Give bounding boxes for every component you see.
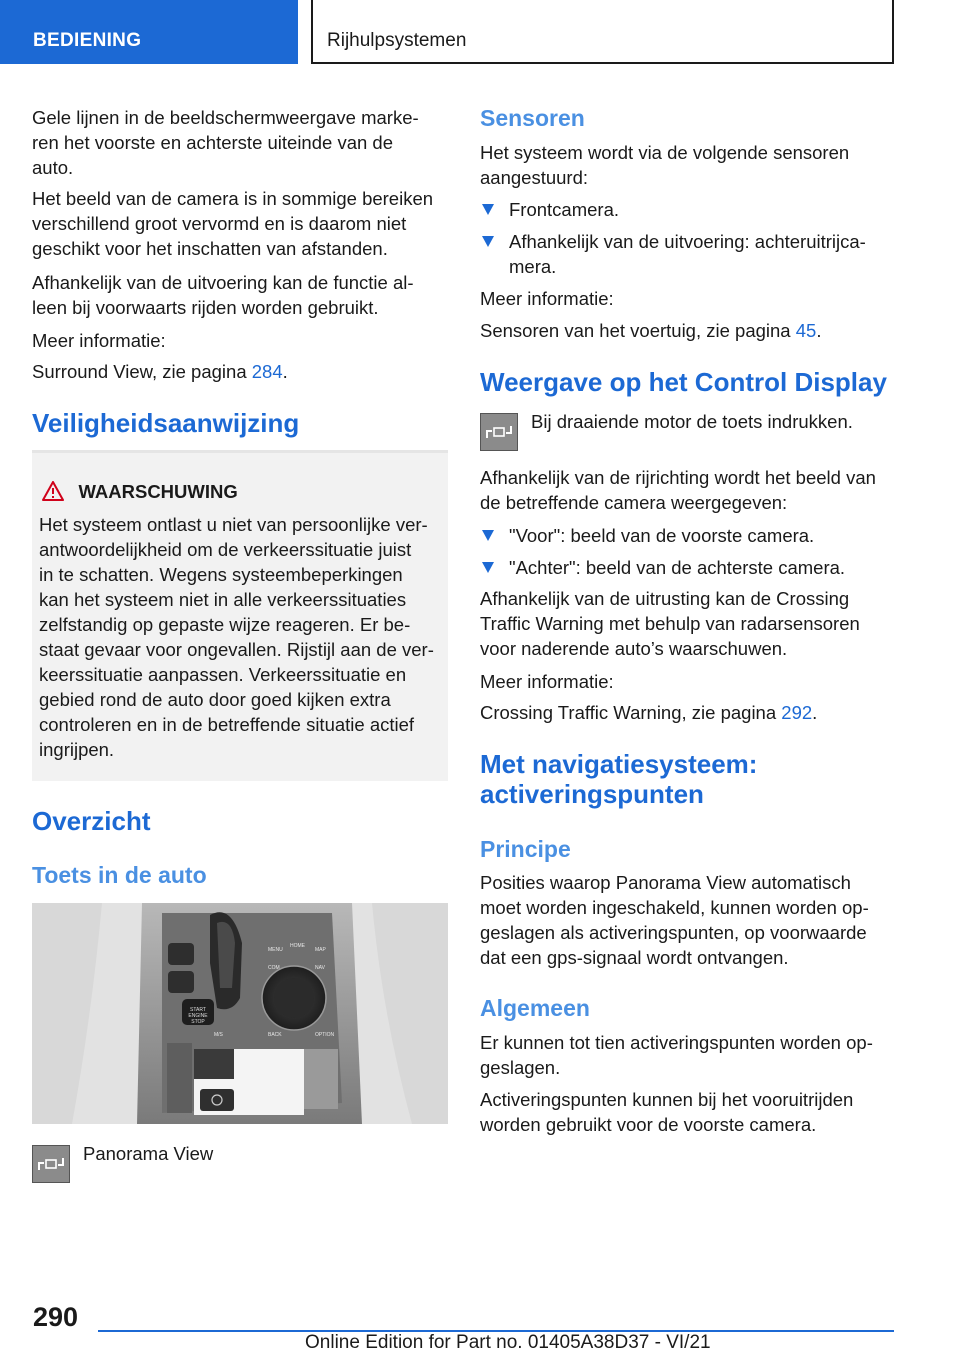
heading-principle: Principe — [480, 836, 571, 862]
engine-label: ENGINE — [188, 1013, 208, 1019]
press-instruction: Bij draaiende motor de toets indrukken. — [531, 411, 853, 432]
list-item-text: "Achter": beeld van de achterste camera. — [509, 557, 846, 578]
menu-label: MENU — [268, 947, 283, 953]
heading-navigation: Met navigatiesysteem: activeringspunten — [480, 749, 758, 809]
page-link-284[interactable]: 284 — [251, 361, 283, 382]
heading-control-display: Weergave op het Control Display — [480, 367, 887, 397]
bullet-triangle-icon — [482, 236, 494, 247]
warning-header — [42, 481, 238, 503]
page-link-292[interactable]: 292 — [781, 702, 813, 723]
heading-general: Algemeen — [480, 995, 590, 1021]
camera-view-icon — [481, 414, 517, 450]
center-console-illustration — [32, 903, 448, 1124]
heading-safety: Veiligheidsaanwijzing — [32, 408, 300, 438]
home-label: HOME — [290, 943, 305, 949]
more-info-label: Meer informatie: — [480, 671, 614, 692]
map-label: MAP — [315, 947, 326, 953]
start-label: START — [190, 1007, 206, 1013]
option-label: OPTION — [315, 1032, 335, 1038]
paragraph: Gele lijnen in de beeldschermweergave marke- ren het voorste en achterste uiteinde van de auto. — [32, 107, 419, 178]
bullet-triangle-icon — [482, 204, 494, 215]
paragraph: Afhankelijk van de uitrusting kan de Crossing Traffic Warning met behulp van radarsensoren voor naderende auto’s waarschuwen. — [480, 588, 860, 659]
chapter-header — [311, 0, 894, 64]
bullet-triangle-icon — [482, 530, 494, 541]
paragraph: Afhankelijk van de rijrichting wordt het beeld van de betreffende camera weergegeven: — [480, 467, 876, 513]
section-label: BEDIENING — [33, 30, 142, 51]
com-label: COM — [268, 965, 280, 971]
page-reference: Surround View, zie pagina 284. — [32, 361, 288, 382]
edition-label: Online Edition for Part no. 01405A38D37 - VI/21 — [305, 1332, 711, 1353]
back-label: BACK — [268, 1032, 282, 1038]
page-reference: Crossing Traffic Warning, zie pagina 292. — [480, 702, 818, 723]
list-item-text: "Voor": beeld van de voorste camera. — [509, 525, 815, 546]
warning-title: WAARSCHUWING — [78, 481, 238, 502]
heading-button-in-car: Toets in de auto — [32, 862, 207, 888]
more-info-label: Meer informatie: — [32, 330, 166, 351]
panorama-view-label: Panorama View — [83, 1143, 214, 1164]
warning-triangle-icon — [42, 481, 64, 501]
paragraph: Afhankelijk van de uitvoering kan de functie al- leen bij voorwaarts rijden worden gebruikt. — [32, 272, 414, 318]
section-tab[interactable] — [0, 0, 298, 64]
nav-label: NAV — [315, 965, 325, 971]
bullet-triangle-icon — [482, 562, 494, 573]
heading-sensors: Sensoren — [480, 105, 585, 131]
list-item-text: Frontcamera. — [509, 199, 620, 220]
heading-overview: Overzicht — [32, 806, 151, 836]
paragraph: Er kunnen tot tien activeringspunten worden op- geslagen. — [480, 1032, 873, 1078]
page-number: 290 — [33, 1302, 79, 1332]
panorama-view-button-icon — [480, 413, 518, 451]
warning-box — [32, 450, 448, 781]
more-info-label: Meer informatie: — [480, 288, 614, 309]
paragraph: Activeringspunten kunnen bij het vooruitrijden worden gebruikt voor de voorste camera. — [480, 1089, 854, 1135]
page-link-45[interactable]: 45 — [795, 320, 817, 341]
list-item-text: Afhankelijk van de uitvoering: achteruitrijca- mera. — [509, 231, 866, 277]
list-item — [480, 197, 619, 222]
list-item — [480, 555, 845, 580]
list-item — [480, 229, 866, 279]
panorama-view-button-icon — [32, 1145, 70, 1183]
list-item — [480, 523, 814, 548]
page-reference: Sensoren van het voertuig, zie pagina 45. — [480, 320, 822, 341]
camera-view-icon — [33, 1146, 69, 1182]
center-console-photo — [32, 903, 448, 1124]
chapter-label: Rijhulpsystemen — [327, 30, 467, 51]
stop-label: STOP — [191, 1019, 205, 1025]
paragraph: Het systeem wordt via de volgende sensoren aangestuurd: — [480, 142, 850, 188]
paragraph: Posities waarop Panorama View automatisch moet worden ingeschakeld, kunnen worden op- geslagen als activeringspunten, op voorwaarde dat een gps-signaal wordt ontvangen. — [480, 872, 869, 968]
paragraph: Het beeld van de camera is in sommige bereiken verschillend groot vervormd en is daarom niet geschikt voor het inschatten van afstanden. — [32, 188, 434, 259]
warning-text: Het systeem ontlast u niet van persoonlijke ver- antwoordelijkheid om de verkeerssituatie juist in te schatten. Wegens systeembeperkingen kan het systeem niet in alle verkeerssituaties zelfstandig op gepaste wijze reageren. Er be- staat gevaar voor ongevallen. Rijstijl aan de ver- keerssituatie aanpassen. Verkeerssituatie en gebied rond de auto door goed kijken extra controleren en in de betreffende situatie actief ingrijpen. — [39, 514, 434, 760]
gears-label: M/S — [214, 1032, 223, 1038]
